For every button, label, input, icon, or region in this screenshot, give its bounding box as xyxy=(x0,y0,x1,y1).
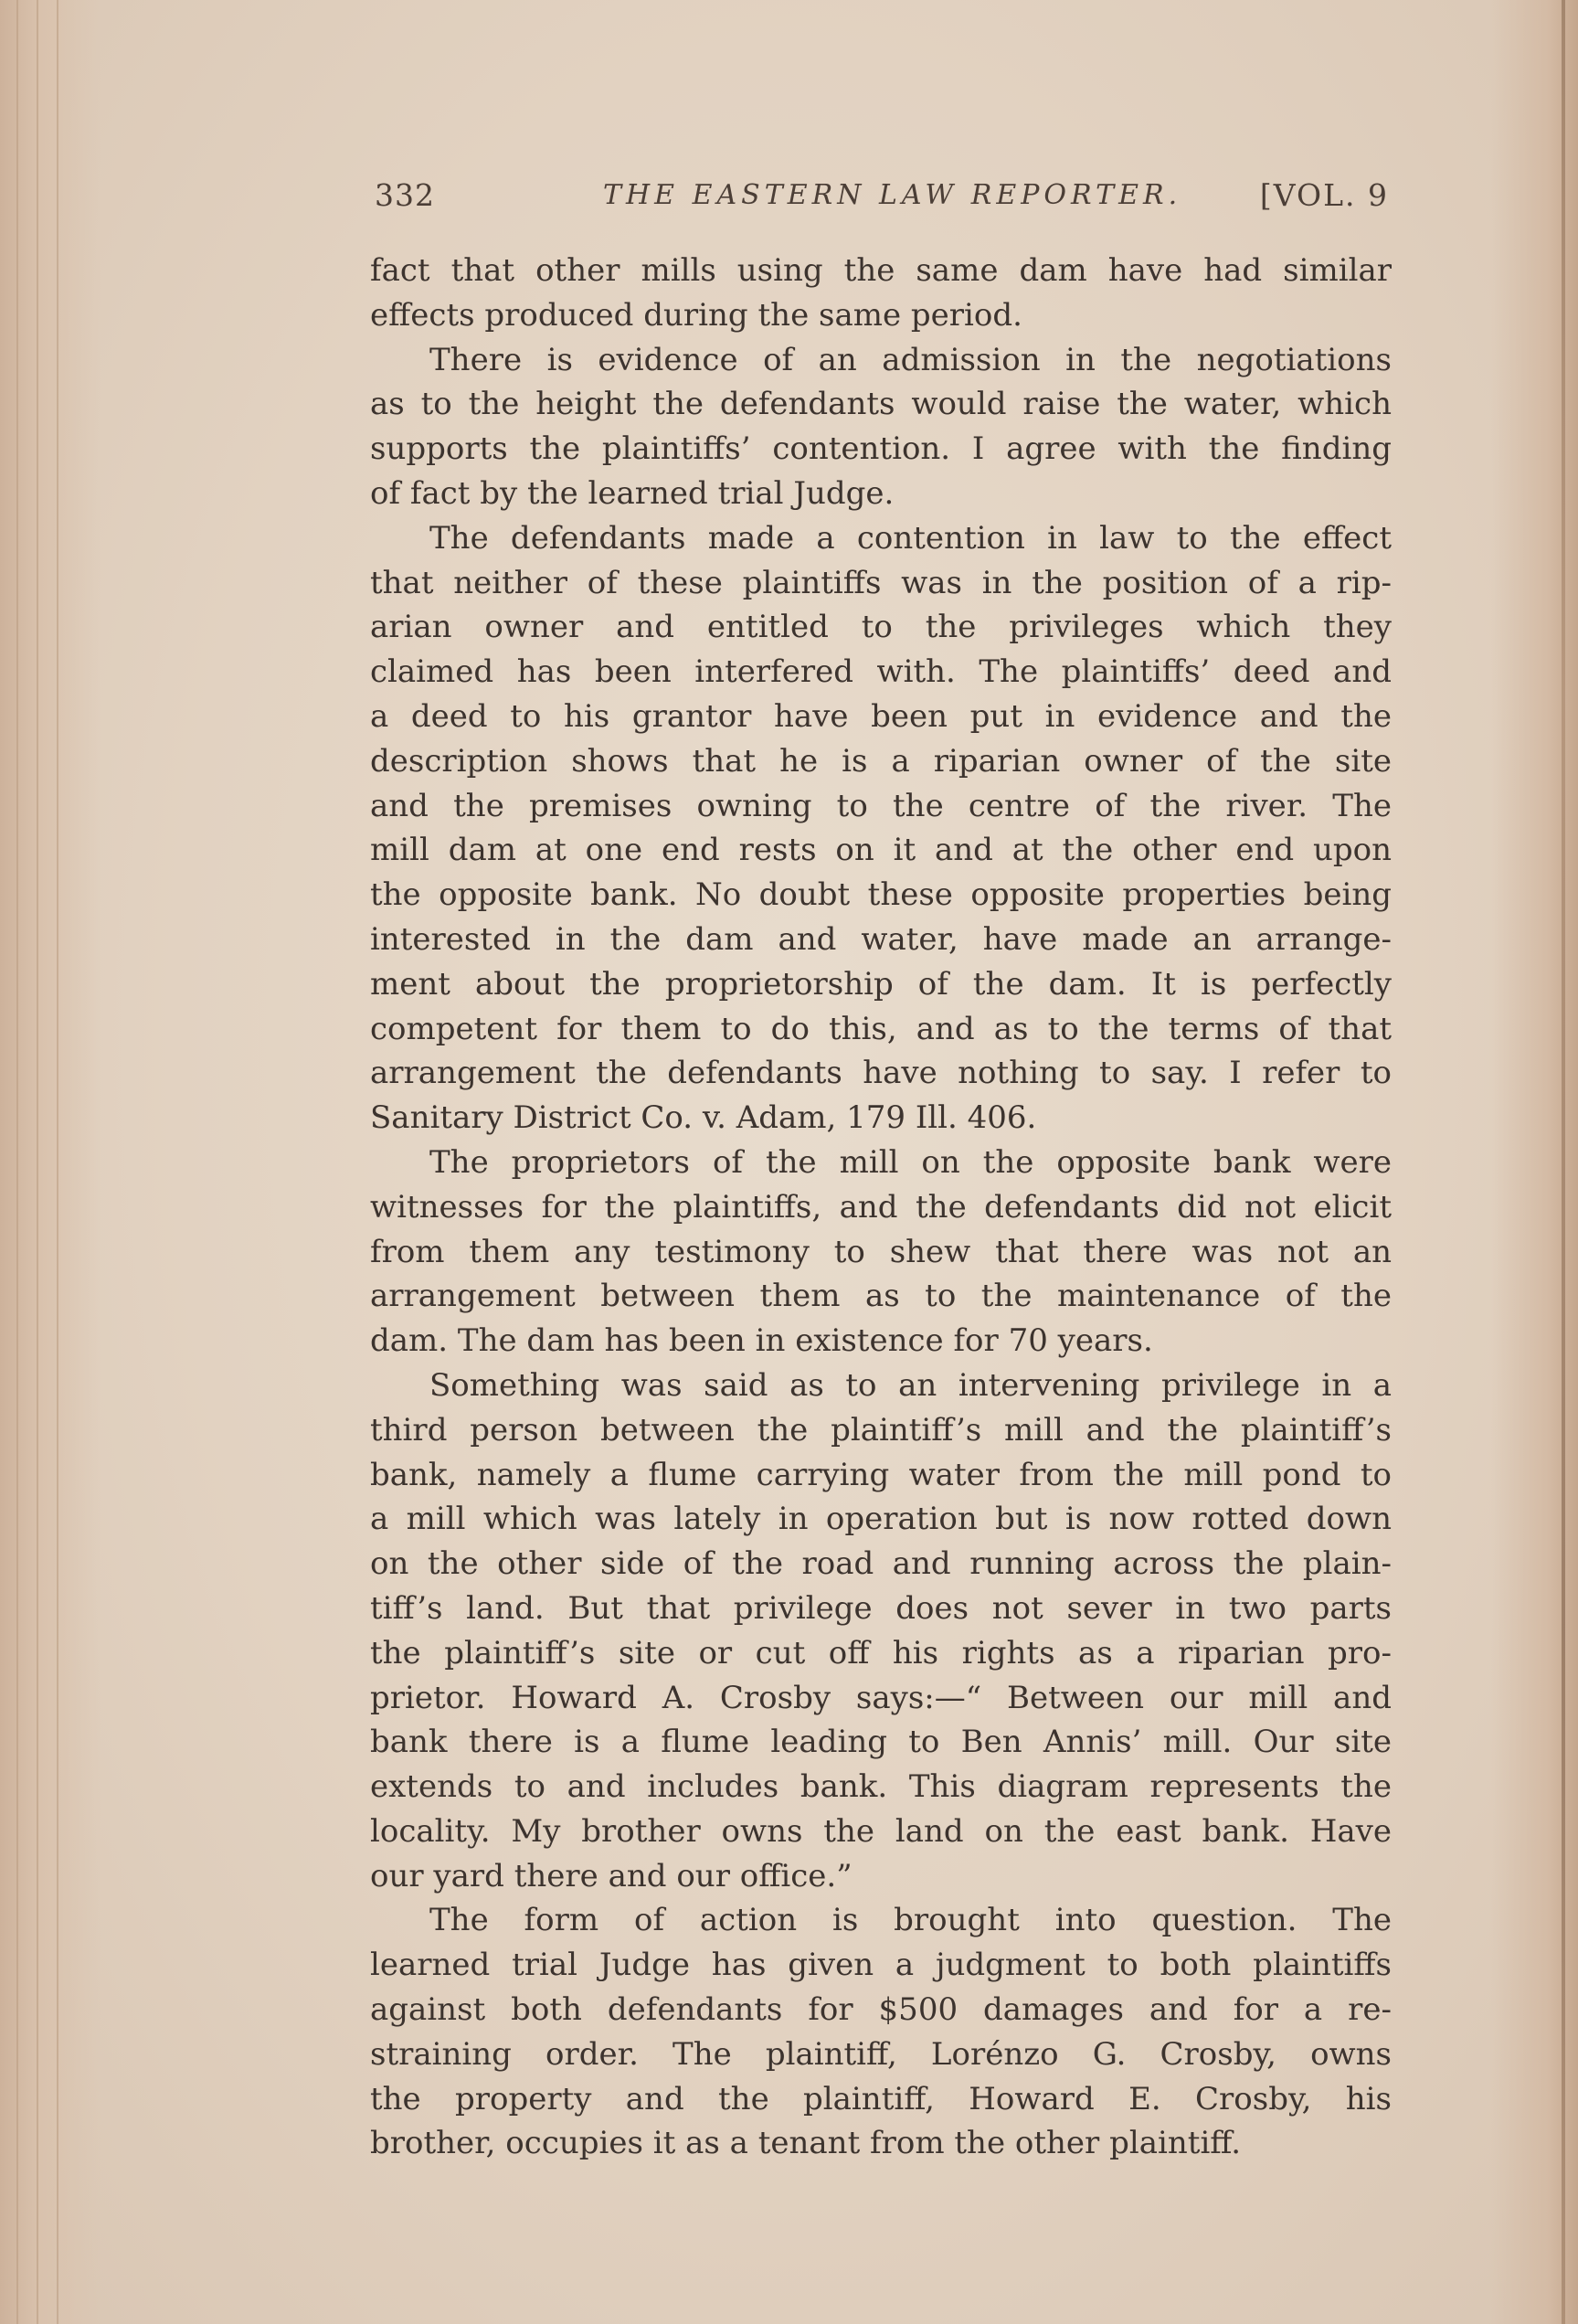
text-line: bank, namely a flume carrying water from the mill pond to xyxy=(370,1456,1392,1493)
text-line: arrangement between them as to the maintenance of the xyxy=(370,1278,1392,1315)
text-line: on the other side of the road and running across the plain- xyxy=(370,1545,1392,1583)
paragraph xyxy=(370,1898,1392,2166)
text-line: fact that other mills using the same dam have had similar xyxy=(370,252,1392,289)
paragraph xyxy=(370,1364,1392,1899)
text-line: supports the plaintiffs’ contention. I agree with the finding xyxy=(370,430,1392,468)
text-line: tiff’s land. But that privilege does not sever in two parts xyxy=(370,1589,1392,1627)
text-line: dam. The dam has been in existence for 70 years. xyxy=(370,1322,1153,1360)
page-edge-line xyxy=(57,0,58,2324)
page-edge-line xyxy=(37,0,38,2324)
text-line: a deed to his grantor have been put in evidence and the xyxy=(370,697,1392,735)
book-spine xyxy=(1562,0,1565,2324)
text-line: our yard there and our office.” xyxy=(370,1857,853,1894)
running-title: THE EASTERN LAW REPORTER. xyxy=(603,179,1182,211)
text-line: the plaintiff’s site or cut off his rights as a riparian pro- xyxy=(370,1634,1392,1671)
text-line: extends to and includes bank. This diagram represents the xyxy=(370,1768,1392,1806)
text-line: competent for them to do this, and as to the terms of that xyxy=(370,1010,1392,1047)
text-line: as to the height the defendants would raise the water, which xyxy=(370,386,1392,423)
text-line: The proprietors of the mill on the opposite bank were xyxy=(429,1143,1392,1181)
text-line: There is evidence of an admission in the negotiations xyxy=(429,341,1392,378)
text-line: from them any testimony to shew that there was not an xyxy=(370,1233,1392,1270)
text-line: arrangement the defendants have nothing to say. I refer to xyxy=(370,1055,1392,1092)
body-text xyxy=(370,249,1392,2166)
text-line: straining order. The plaintiff, Lorénzo G. Crosby, owns xyxy=(370,2035,1392,2073)
text-line: arian owner and entitled to the privileges which they xyxy=(370,609,1392,646)
text-line: The form of action is brought into question. The xyxy=(429,1902,1392,1939)
text-line: of fact by the learned trial Judge. xyxy=(370,474,895,512)
paragraph xyxy=(370,249,1392,338)
text-line: claimed has been interfered with. The plaintiffs’ deed and xyxy=(370,653,1392,691)
text-line: the property and the plaintiff, Howard E. Crosby, his xyxy=(370,2080,1392,2117)
text-line: interested in the dam and water, have made an arrange- xyxy=(370,920,1392,958)
text-line: bank there is a flume leading to Ben Annis’ mill. Our site xyxy=(370,1724,1392,1761)
text-line: mill dam at one end rests on it and at the other end upon xyxy=(370,832,1392,869)
text-line: learned trial Judge has given a judgment to both plaintiffs xyxy=(370,1947,1392,1984)
text-line: witnesses for the plaintiffs, and the defendants did not elicit xyxy=(370,1188,1392,1226)
text-line: third person between the plaintiff’s mill and the plaintiff’s xyxy=(370,1411,1392,1449)
text-line: that neither of these plaintiffs was in the position of a rip- xyxy=(370,564,1392,601)
paragraph xyxy=(370,516,1392,1141)
text-line: effects produced during the same period. xyxy=(370,296,1022,334)
text-line: against both defendants for $500 damages and for a re- xyxy=(370,1991,1392,2029)
text-line: description shows that he is a riparian owner of the site xyxy=(370,742,1392,780)
text-line: Something was said as to an intervening privilege in a xyxy=(429,1366,1392,1404)
volume-label: [VOL. 9 xyxy=(1259,177,1389,213)
text-line: The defendants made a contention in law to the effect xyxy=(429,519,1392,557)
page-edge-line xyxy=(16,0,18,2324)
text-line: Sanitary District Co. v. Adam, 179 Ill. 406. xyxy=(370,1099,1037,1137)
page-number: 332 xyxy=(375,177,435,213)
left-page-edge xyxy=(0,0,101,2324)
paragraph xyxy=(370,338,1392,516)
paragraph xyxy=(370,1141,1392,1364)
text-line: brother, occupies it as a tenant from the other plaintiff. xyxy=(370,2125,1242,2162)
text-line: prietor. Howard A. Crosby says:—“ Between our mill and xyxy=(370,1679,1392,1716)
text-line: a mill which was lately in operation but is now rotted down xyxy=(370,1501,1392,1538)
text-line: ment about the proprietorship of the dam. It is perfectly xyxy=(370,965,1392,1003)
text-line: the opposite bank. No doubt these opposite properties being xyxy=(370,876,1392,914)
running-header xyxy=(375,175,1389,227)
text-line: locality. My brother owns the land on the east bank. Have xyxy=(370,1812,1392,1850)
text-line: and the premises owning to the centre of the river. The xyxy=(370,787,1392,824)
